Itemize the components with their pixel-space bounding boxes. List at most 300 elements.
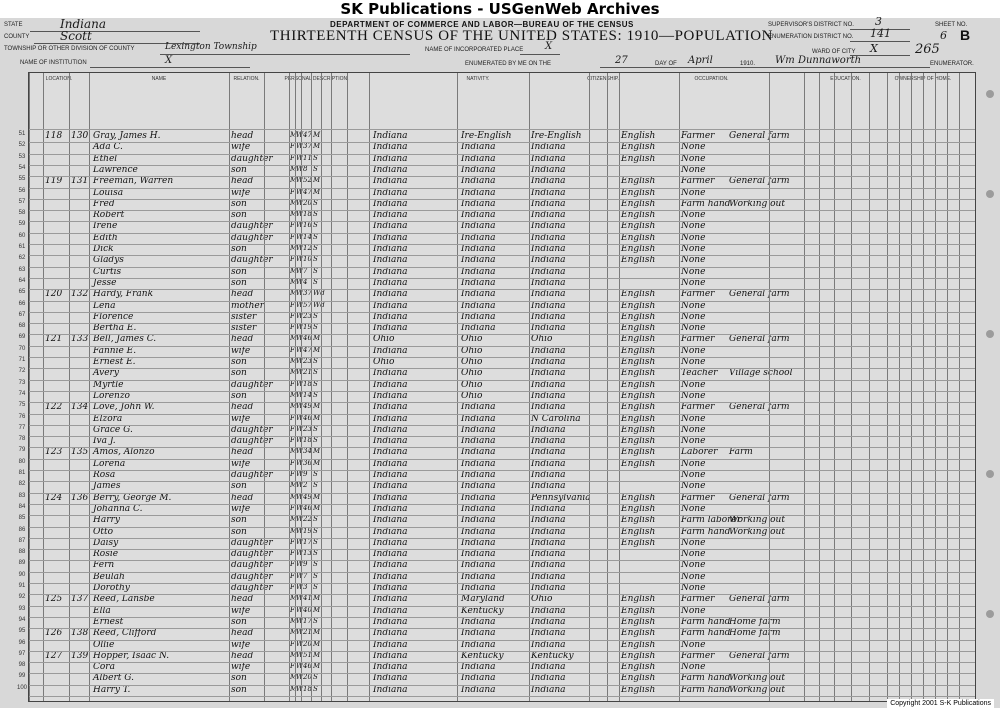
marital-status: S: [313, 390, 318, 399]
language: English: [621, 628, 656, 639]
relation: daughter: [231, 424, 273, 435]
institution-value: X: [165, 55, 173, 66]
sex: M: [290, 390, 298, 399]
family-number: 136: [71, 492, 89, 503]
marital-status: S: [313, 526, 318, 535]
occupation: Farm hand: [681, 526, 731, 537]
mother-birthplace: Indiana: [531, 549, 566, 560]
birthplace: Indiana: [373, 650, 408, 661]
race: W: [296, 515, 304, 524]
race: W: [296, 131, 304, 139]
marital-status: S: [313, 323, 318, 332]
occupation: Farm hand: [681, 684, 731, 695]
person-name: Daisy: [93, 537, 119, 548]
mother-birthplace: Indiana: [531, 210, 566, 221]
marital-status: S: [313, 549, 318, 558]
mother-birthplace: Indiana: [531, 311, 566, 322]
row-number: 79: [18, 447, 26, 454]
person-name: Lena: [93, 300, 116, 311]
occupation: None: [681, 571, 706, 582]
enumerator-label: ENUMERATOR.: [930, 61, 974, 67]
mother-birthplace: Indiana: [531, 323, 566, 334]
industry: Home farm: [729, 628, 781, 639]
language: English: [621, 594, 656, 605]
mother-birthplace: Kentucky: [531, 650, 574, 661]
mother-birthplace: Indiana: [531, 470, 566, 480]
race: W: [296, 221, 304, 230]
occupation: None: [681, 537, 706, 548]
industry: General farm: [729, 492, 790, 503]
dwelling-number: 119: [45, 176, 63, 187]
row-number: 54: [18, 164, 26, 171]
sex: F: [290, 424, 295, 433]
birthplace: Indiana: [373, 571, 408, 582]
industry: Working out: [729, 515, 785, 526]
occupation: Farmer: [681, 402, 715, 413]
relation: wife: [231, 345, 251, 356]
relation: daughter: [231, 571, 273, 582]
row-number: 77: [18, 424, 26, 431]
age: 22: [303, 515, 312, 524]
person-name: Dick: [93, 244, 114, 254]
dwelling-number: 121: [45, 334, 63, 345]
race: W: [296, 277, 304, 286]
row-number: 64: [18, 277, 26, 284]
mother-birthplace: Indiana: [531, 153, 566, 164]
binder-hole: [986, 190, 994, 198]
father-birthplace: Indiana: [461, 503, 496, 514]
occupation: None: [681, 583, 706, 593]
mother-birthplace: Indiana: [531, 560, 566, 571]
age: 17: [303, 616, 312, 625]
father-birthplace: Indiana: [461, 616, 496, 627]
relation: son: [231, 616, 247, 627]
marital-status: S: [313, 244, 318, 252]
relation: son: [231, 368, 247, 379]
mother-birthplace: Indiana: [531, 277, 566, 288]
ward-value: X: [870, 42, 878, 55]
row-number: 56: [18, 187, 26, 194]
row-number: 97: [18, 650, 26, 657]
mother-birthplace: Indiana: [531, 458, 566, 469]
row-number: 68: [18, 323, 26, 330]
occupation: None: [681, 470, 706, 480]
row-number: 91: [18, 583, 26, 589]
occupation: None: [681, 142, 706, 153]
industry: General farm: [729, 402, 790, 413]
industry: General farm: [729, 131, 790, 141]
sex: M: [290, 684, 298, 693]
person-name: Fannie E.: [93, 345, 137, 356]
row-number: 60: [18, 232, 26, 239]
dwelling-number: 120: [45, 289, 63, 300]
birthplace: Indiana: [373, 164, 408, 175]
occupation: None: [681, 357, 706, 367]
sex: F: [290, 470, 295, 478]
relation: daughter: [231, 549, 273, 560]
language: English: [621, 334, 656, 345]
birthplace: Indiana: [373, 662, 408, 673]
marital-status: S: [313, 153, 318, 162]
page-stamp: 265: [915, 42, 940, 57]
occupation: None: [681, 458, 706, 469]
marital-status: S: [313, 537, 318, 546]
row-number: 92: [18, 594, 26, 601]
row-number: 58: [18, 210, 26, 217]
age: 23: [303, 424, 312, 433]
person-name: Ella: [93, 605, 111, 616]
age: 20: [303, 639, 312, 648]
industry: Farm: [729, 447, 753, 458]
birthplace: Indiana: [373, 390, 408, 401]
father-birthplace: Indiana: [461, 684, 496, 695]
enumerator-name: Wm Dunnaworth: [775, 55, 862, 66]
state-value: Indiana: [60, 17, 107, 31]
language: English: [621, 458, 656, 469]
age: 9: [303, 560, 308, 569]
race: W: [296, 650, 304, 659]
language: English: [621, 198, 656, 209]
sex: M: [290, 594, 298, 603]
race: W: [296, 255, 304, 264]
age: 18: [303, 684, 312, 693]
relation: sister: [231, 311, 257, 322]
relation: son: [231, 390, 247, 401]
language: English: [621, 526, 656, 537]
occupation: None: [681, 424, 706, 435]
person-name: Irene: [93, 221, 118, 232]
race: W: [296, 594, 304, 603]
person-name: Gladys: [93, 255, 124, 266]
row-number: 70: [18, 345, 26, 352]
marital-status: S: [313, 164, 318, 173]
race: W: [296, 526, 304, 535]
marital-status: S: [313, 210, 318, 219]
relation: son: [231, 277, 247, 288]
row-number: 83: [18, 492, 26, 499]
father-birthplace: Indiana: [461, 413, 496, 424]
row-number: 71: [18, 357, 26, 363]
industry: General farm: [729, 650, 790, 661]
mother-birthplace: Indiana: [531, 198, 566, 209]
relation: son: [231, 515, 247, 526]
birthplace: Ohio: [373, 334, 395, 345]
row-number: 76: [18, 413, 26, 420]
race: W: [296, 673, 304, 682]
column-header: PERSONAL DESCRIPTION.: [284, 76, 349, 82]
sex: F: [290, 503, 295, 512]
race: W: [296, 583, 304, 591]
marital-status: M: [313, 176, 321, 185]
row-number: 74: [18, 390, 26, 397]
birthplace: Indiana: [373, 266, 408, 277]
birthplace: Indiana: [373, 436, 408, 447]
age: 37: [303, 289, 312, 298]
row-number: 69: [18, 334, 26, 341]
place-value: X: [545, 41, 553, 52]
race: W: [296, 379, 304, 388]
sex: M: [290, 628, 298, 637]
enumerated-label: ENUMERATED BY ME ON THE: [465, 61, 552, 67]
industry: Working out: [729, 198, 785, 209]
race: W: [296, 311, 304, 320]
sex: F: [290, 436, 295, 445]
age: 17: [303, 537, 312, 546]
relation: head: [231, 447, 254, 458]
language: English: [621, 436, 656, 447]
race: W: [296, 164, 304, 173]
language: English: [621, 673, 656, 684]
sex: M: [290, 650, 298, 659]
race: W: [296, 424, 304, 433]
language: English: [621, 311, 656, 322]
relation: daughter: [231, 560, 273, 571]
race: W: [296, 684, 304, 693]
person-name: Fern: [93, 560, 115, 571]
father-birthplace: Indiana: [461, 481, 496, 492]
relation: head: [231, 650, 254, 661]
occupation: Teacher: [681, 368, 718, 379]
relation: wife: [231, 142, 251, 153]
birthplace: Indiana: [373, 244, 408, 254]
mother-birthplace: Ohio: [531, 594, 553, 605]
language: English: [621, 379, 656, 390]
birthplace: Ohio: [373, 357, 395, 367]
age: 49: [303, 402, 312, 411]
age: 3: [303, 583, 308, 591]
relation: wife: [231, 413, 251, 424]
birthplace: Indiana: [373, 232, 408, 243]
occupation: None: [681, 187, 706, 198]
age: 49: [303, 492, 312, 501]
row-number: 53: [18, 153, 26, 160]
marital-status: S: [313, 583, 318, 591]
sex: F: [290, 311, 295, 320]
person-name: Berry, George M.: [93, 492, 172, 503]
sex: F: [290, 300, 295, 309]
binder-hole: [986, 610, 994, 618]
age: 46: [303, 413, 312, 422]
marital-status: S: [313, 379, 318, 388]
occupation: None: [681, 323, 706, 334]
sex: F: [290, 345, 295, 354]
birthplace: Indiana: [373, 198, 408, 209]
occupation: Farm hand: [681, 198, 731, 209]
age: 37: [303, 142, 312, 151]
father-birthplace: Ohio: [461, 368, 483, 379]
father-birthplace: Indiana: [461, 673, 496, 684]
father-birthplace: Ohio: [461, 357, 483, 367]
occupation: None: [681, 311, 706, 322]
census-title: THIRTEENTH CENSUS OF THE UNITED STATES: 1910—POPULATION: [270, 28, 774, 44]
language: English: [621, 390, 656, 401]
family-number: 138: [71, 628, 89, 639]
relation: sister: [231, 323, 257, 334]
birthplace: Indiana: [373, 345, 408, 356]
occupation: Farmer: [681, 131, 715, 141]
father-birthplace: Indiana: [461, 639, 496, 650]
sex: M: [290, 198, 298, 207]
person-name: Freeman, Warren: [93, 176, 174, 187]
sex: M: [290, 164, 298, 173]
age: 36: [303, 458, 312, 467]
marital-status: S: [313, 481, 318, 490]
marital-status: M: [313, 447, 321, 456]
age: 13: [303, 549, 312, 558]
birthplace: Indiana: [373, 492, 408, 503]
relation: wife: [231, 662, 251, 673]
mother-birthplace: Indiana: [531, 289, 566, 300]
occupation: None: [681, 153, 706, 164]
birthplace: Indiana: [373, 684, 408, 695]
industry: Home farm: [729, 616, 781, 627]
age: 41: [303, 594, 312, 603]
birthplace: Indiana: [373, 673, 408, 684]
sex: F: [290, 187, 295, 196]
relation: wife: [231, 503, 251, 514]
column-header: LOCATION.: [45, 76, 73, 82]
marital-status: S: [313, 560, 318, 569]
industry: Working out: [729, 673, 785, 684]
race: W: [296, 413, 304, 422]
race: W: [296, 628, 304, 637]
day-of-label: DAY OF: [655, 61, 677, 67]
dwelling-number: 127: [45, 650, 63, 661]
person-name: Reed, Lansbe: [93, 594, 155, 605]
father-birthplace: Indiana: [461, 164, 496, 175]
relation: son: [231, 164, 247, 175]
sex: F: [290, 458, 295, 467]
person-name: Lorena: [93, 458, 126, 469]
row-number: 63: [18, 266, 26, 273]
supervisor-label: SUPERVISOR'S DISTRICT NO.: [768, 22, 854, 28]
marital-status: M: [313, 605, 321, 614]
mother-birthplace: Indiana: [531, 571, 566, 582]
sex: M: [290, 481, 298, 490]
occupation: None: [681, 232, 706, 243]
marital-status: M: [313, 345, 321, 354]
race: W: [296, 616, 304, 625]
father-birthplace: Indiana: [461, 447, 496, 458]
birthplace: Indiana: [373, 639, 408, 650]
language: English: [621, 255, 656, 266]
mother-birthplace: Indiana: [531, 673, 566, 684]
row-number: 82: [18, 481, 26, 488]
occupation: None: [681, 560, 706, 571]
mother-birthplace: Indiana: [531, 390, 566, 401]
row-number: 61: [18, 244, 26, 250]
father-birthplace: Indiana: [461, 526, 496, 537]
occupation: Farm hand: [681, 628, 731, 639]
archive-banner: SK Publications - USGenWeb Archives: [0, 0, 1000, 18]
marital-status: M: [313, 142, 321, 151]
age: 4: [303, 277, 308, 286]
person-name: Love, John W.: [93, 402, 155, 413]
relation: head: [231, 594, 254, 605]
sex: F: [290, 639, 295, 648]
language: English: [621, 289, 656, 300]
sex: M: [290, 210, 298, 219]
mother-birthplace: Indiana: [531, 142, 566, 153]
row-number: 59: [18, 221, 26, 228]
person-name: Edith: [93, 232, 118, 243]
industry: General farm: [729, 176, 790, 187]
relation: head: [231, 402, 254, 413]
occupation: None: [681, 481, 706, 492]
age: 47: [303, 131, 312, 139]
column-header: NAME: [151, 76, 167, 82]
row-number: 57: [18, 198, 26, 205]
occupation: Laborer: [681, 447, 718, 458]
mother-birthplace: Indiana: [531, 583, 566, 593]
age: 51: [303, 650, 312, 659]
race: W: [296, 210, 304, 219]
occupation: None: [681, 413, 706, 424]
industry: General farm: [729, 289, 790, 300]
column-header: NATIVITY.: [466, 76, 490, 82]
birthplace: Indiana: [373, 470, 408, 480]
mother-birthplace: N Carolina: [531, 413, 581, 424]
relation: mother: [231, 300, 264, 311]
race: W: [296, 436, 304, 445]
race: W: [296, 537, 304, 546]
race: W: [296, 447, 304, 456]
sex: M: [290, 176, 298, 185]
sex: F: [290, 537, 295, 546]
occupation: None: [681, 605, 706, 616]
row-number: 55: [18, 176, 26, 183]
marital-status: Wd: [313, 300, 325, 309]
place-label: NAME OF INCORPORATED PLACE: [425, 47, 524, 53]
race: W: [296, 458, 304, 467]
occupation: None: [681, 390, 706, 401]
age: 14: [303, 232, 312, 241]
sex: M: [290, 368, 298, 377]
state-label: STATE: [4, 22, 23, 28]
age: 7: [303, 571, 308, 580]
age: 19: [303, 526, 312, 535]
occupation: Farm hand: [681, 616, 731, 627]
occupation: None: [681, 210, 706, 221]
occupation: Farmer: [681, 334, 715, 345]
race: W: [296, 571, 304, 580]
race: W: [296, 142, 304, 151]
sex: M: [290, 515, 298, 524]
occupation: None: [681, 503, 706, 514]
father-birthplace: Indiana: [461, 221, 496, 232]
person-name: Grace G.: [93, 424, 133, 435]
person-name: Ada C.: [93, 142, 123, 153]
marital-status: S: [313, 221, 318, 230]
language: English: [621, 402, 656, 413]
sex: F: [290, 153, 295, 162]
relation: daughter: [231, 255, 273, 266]
father-birthplace: Ohio: [461, 334, 483, 345]
age: 11: [303, 153, 312, 162]
marital-status: M: [313, 662, 321, 671]
person-name: Lorenzo: [93, 390, 130, 401]
age: 10: [303, 255, 312, 264]
sex: M: [290, 492, 298, 501]
relation: head: [231, 492, 254, 503]
mother-birthplace: Indiana: [531, 244, 566, 254]
age: 57: [303, 300, 312, 309]
mother-birthplace: Indiana: [531, 379, 566, 390]
relation: son: [231, 526, 247, 537]
relation: daughter: [231, 583, 273, 593]
industry: Village school: [729, 368, 793, 379]
language: English: [621, 153, 656, 164]
